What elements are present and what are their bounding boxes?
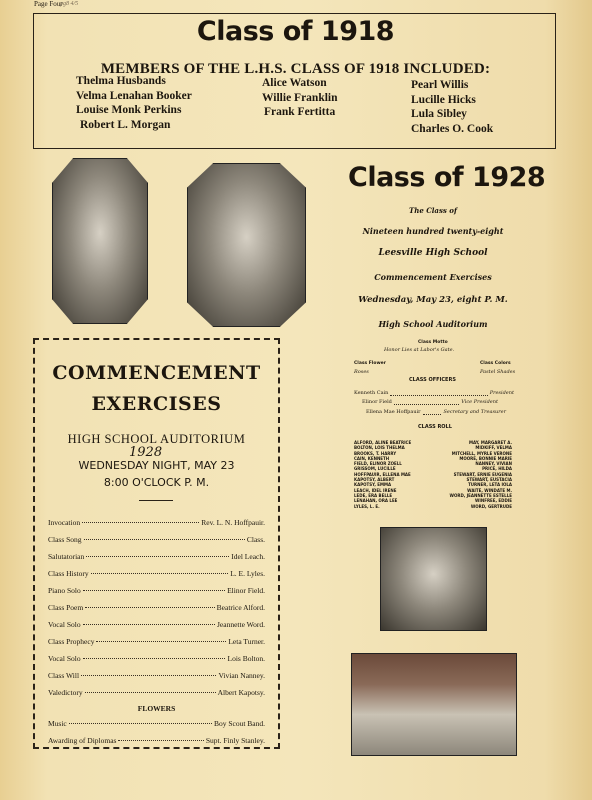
member-name: Willie Franklin (262, 91, 338, 104)
item-person: Class. (246, 535, 265, 544)
class-1918-box (33, 13, 556, 149)
program-item (48, 719, 265, 728)
handwritten-note: pg8 4/5 (60, 1, 79, 7)
roll-name: KAPOTSY, EMMA (354, 482, 392, 488)
member-name: Louise Monk Perkins (76, 104, 182, 116)
invitation-line: High School Auditorium (378, 319, 488, 329)
item-label: Class History (48, 569, 89, 578)
program-item (48, 637, 265, 646)
item-person: Lois Bolton. (227, 654, 265, 663)
invitation-line: The Class of (409, 206, 457, 215)
program-title-line-1: COMMENCEMENT (52, 362, 261, 384)
officers-heading: CLASS OFFICERS (409, 377, 456, 383)
program-item (48, 535, 265, 544)
roll-name: STEWART, EUSTACIA (466, 477, 512, 483)
invitation-line: Wednesday, May 23, eight P. M. (358, 295, 508, 305)
flower-label: Class Flower (354, 361, 386, 366)
page-label: Page Four (34, 0, 63, 8)
item-label: Awarding of Diplomas (48, 736, 117, 745)
item-person: Jeannette Word. (217, 620, 265, 629)
program-item (48, 518, 265, 527)
program-item (48, 586, 265, 595)
roll-name: ALFORD, ALINE BEATRICE (354, 440, 412, 445)
member-name: Pearl Willis (411, 79, 469, 91)
item-label: Class Prophecy (48, 637, 95, 646)
roll-name: BOLTON, LOIS THELMA (354, 445, 405, 451)
roll-name: TURNER, LETA IOLA (468, 482, 512, 488)
roll-name: STEWART, ERNIE EUGENIA (453, 471, 512, 477)
member-name: Lucille Hicks (411, 93, 476, 106)
member-name: Robert L. Morgan (80, 118, 171, 131)
officer-name: Ellena Mae Hoffpauir (366, 409, 421, 415)
item-label: Class Poem (48, 603, 84, 612)
roll-name: HOFFPAUIR, ELLENA MAE (354, 471, 411, 477)
names-column-1 (76, 74, 192, 132)
colors-value: Pastel Shades (480, 369, 516, 375)
program-item (48, 688, 265, 697)
member-name: Lula Sibley (411, 108, 467, 120)
photo-two-men (52, 158, 148, 324)
class-roll-left (354, 440, 411, 509)
program-date: WEDNESDAY NIGHT, MAY 23 (78, 459, 235, 472)
item-label: Piano Solo (48, 586, 81, 595)
member-name: Thelma Husbands (76, 75, 166, 87)
officer-role: President (489, 390, 514, 396)
photo-group-brick-building (351, 653, 517, 756)
item-person: Rev. L. N. Hoffpauir. (201, 518, 265, 527)
roll-name: BROOKS, T. HARRY (354, 450, 397, 456)
roll-name: LEACH, IDEL IRENE (354, 487, 397, 493)
item-person: Supt. Finly Stanley. (205, 736, 265, 745)
class-roll-right (436, 440, 512, 509)
member-name: Alice Watson (262, 77, 327, 89)
roll-name: WINFREE, EDDIE (474, 498, 512, 504)
program-title (35, 358, 278, 420)
officer-name: Elinor Field (362, 399, 392, 405)
class-roll-heading: CLASS ROLL (418, 424, 452, 430)
program-item (48, 620, 265, 629)
member-name: Velma Lenahan Booker (76, 89, 192, 102)
roll-name: PRICE, HILDA (482, 466, 512, 472)
handwritten-year: 1928 (129, 445, 163, 460)
officer-row (366, 409, 506, 415)
flowers-heading: FLOWERS (137, 704, 176, 713)
item-person: L. E. Lyles. (230, 569, 265, 578)
divider (139, 500, 173, 501)
item-person: Leta Turner. (228, 637, 265, 646)
roll-name: MAY, MARGARET A. (469, 440, 512, 445)
item-person: Beatrice Alford. (216, 603, 265, 612)
item-label: Salutatorian (48, 552, 85, 561)
roll-name: FIELD, ELINOR ZOELL (354, 461, 402, 467)
names-column-2 (262, 76, 338, 120)
officer-row (354, 390, 514, 396)
roll-name: GRISSOM, LUCILLE (354, 466, 396, 472)
photo-group-outdoors (187, 163, 306, 327)
invitation-line: Leesville High School (378, 248, 488, 258)
photo-three-women (380, 527, 487, 631)
motto-label: Class Motto (418, 340, 448, 345)
roll-name: CAIN, KENNETH (354, 455, 390, 461)
roll-name: WAITE, WINDATE M. (467, 487, 512, 493)
item-label: Vocal Solo (48, 654, 81, 663)
roll-name: MIDKIFF, VELMA (475, 445, 512, 451)
item-label: Vocal Solo (48, 620, 81, 629)
program-item (48, 552, 265, 561)
member-name: Frank Fertitta (264, 106, 336, 118)
item-label: Valedictory (48, 688, 83, 697)
item-label: Music (48, 719, 67, 728)
item-person: Albert Kapotsy. (217, 688, 265, 697)
colors-label: Class Colors (480, 361, 511, 366)
program-item (48, 569, 265, 578)
roll-name: WORD, JEANNETTE ESTELLE (449, 492, 512, 498)
invitation-line: Nineteen hundred twenty-eight (362, 226, 504, 236)
item-person: Idel Leach. (231, 552, 265, 561)
program-item (48, 603, 265, 612)
roll-name: WORD, GERTRUDE (470, 503, 512, 509)
names-column-3 (411, 78, 493, 136)
member-name: Charles O. Cook (411, 122, 494, 135)
roll-name: NANNEY, VIVIAN (475, 461, 512, 467)
program-venue: HIGH SCHOOL AUDITORIUM (67, 432, 246, 446)
class-1918-title: Class of 1918 (196, 16, 395, 47)
roll-name: LEDE, ERA BELLE (354, 492, 393, 498)
program-item (48, 671, 265, 680)
flower-value: Roses (354, 369, 369, 375)
roll-name: LYLES, L. E. (354, 503, 380, 509)
officer-name: Kenneth Cain (354, 390, 389, 396)
program-title-line-2: EXERCISES (91, 393, 222, 415)
item-label: Invocation (48, 518, 81, 527)
officer-role: Vice President (461, 399, 498, 405)
program-item (48, 654, 265, 663)
commencement-program-box (33, 338, 280, 749)
item-person: Vivian Nanney. (218, 671, 265, 680)
item-label: Class Song (48, 535, 82, 544)
roll-name: KAPOTSY, ALBERT (354, 477, 395, 483)
class-1918-subtitle: MEMBERS OF THE L.H.S. CLASS OF 1918 INCLUDED: (100, 61, 491, 77)
motto-text: Honor Lies at Labor's Gate. (384, 347, 455, 353)
roll-name: MITCHELL, MYRLE VERONE (451, 450, 512, 456)
program-item (48, 736, 265, 745)
item-label: Class Will (48, 671, 80, 680)
roll-name: MOORE, BONNIE MARIE (459, 455, 512, 461)
class-1928-title: Class of 1928 (348, 162, 546, 193)
officer-role: Secretary and Treasurer (443, 409, 506, 415)
officer-row (362, 399, 498, 405)
roll-name: LENAHAN, ORA LEE (354, 498, 398, 504)
program-time: 8:00 O'CLOCK P. M. (103, 476, 210, 489)
invitation-line: Commencement Exercises (374, 272, 492, 282)
item-person: Elinor Field. (227, 586, 265, 595)
item-person: Boy Scout Band. (213, 719, 265, 728)
